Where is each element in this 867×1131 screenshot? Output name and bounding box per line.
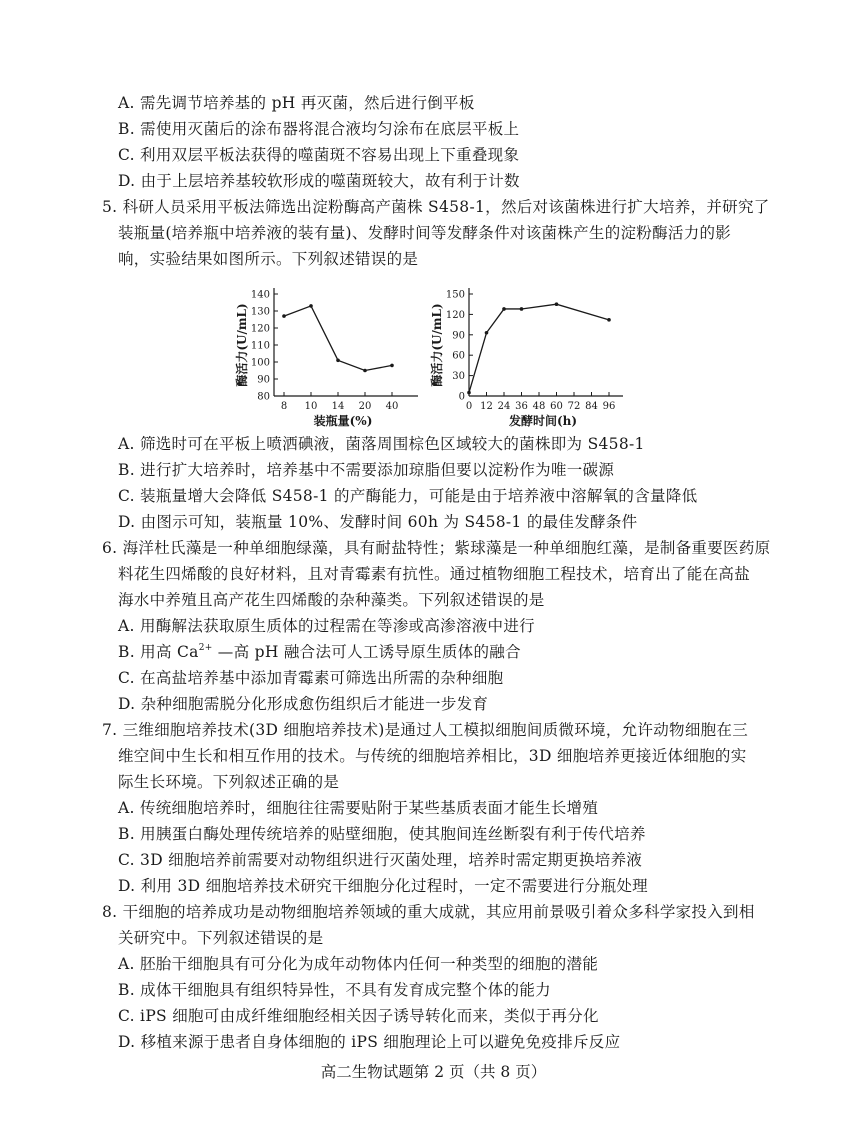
q8-stem-line: 关研究中。下列叙述错误的是 (118, 929, 324, 947)
q6-option-b (118, 642, 521, 662)
chart-fermentation-time (432, 280, 632, 430)
right-chart-y-tick-label: 120 (445, 309, 465, 321)
q5-option-a: A. 筛选时可在平板上喷洒碘液，菌落周围棕色区域较大的菌株即为 S458-1 (118, 435, 645, 453)
right-chart-x-tick-label: 12 (480, 401, 493, 412)
q8-option-d: D. 移植来源于患者自身体细胞的 iPS 细胞理论上可以避免免疫排斥反应 (118, 1033, 621, 1051)
left-chart-y-tick-label: 140 (250, 289, 270, 301)
right-chart-data-point (520, 307, 524, 311)
q7-option-c: C. 3D 细胞培养前需要对动物组织进行灭菌处理，培养时需定期更换培养液 (118, 851, 643, 869)
left-chart-y-tick-label: 100 (250, 357, 270, 369)
right-chart-y-tick-label: 0 (458, 391, 465, 403)
q6-stem-line: 料花生四烯酸的良好材料，且对青霉素有抗性。通过植物细胞工程技术，培育出了能在高盐 (118, 565, 751, 583)
left-chart-data-point (309, 304, 313, 308)
left-chart-x-tick-label: 14 (331, 401, 345, 412)
q6-option-b-superscript: 2+ (198, 643, 213, 653)
q7-stem-line: 维空间中生长和相互作用的技术。与传统的细胞培养相比，3D 细胞培养更接近体细胞的实 (118, 747, 747, 765)
left-chart-x-tick-label: 8 (280, 401, 288, 412)
q6-option-b-post: —高 pH 融合法可人工诱导原生质体的融合 (212, 643, 521, 661)
left-chart-y-tick-label: 130 (250, 306, 270, 318)
right-chart-y-axis-label: 酶活力(U/mL) (430, 303, 444, 387)
q5-option-c: C. 装瓶量增大会降低 S458-1 的产酶能力，可能是由于培养液中溶解氧的含量降低 (118, 487, 698, 505)
q8-option-a: A. 胚胎干细胞具有可分化为成年动物体内任何一种类型的细胞的潜能 (118, 955, 599, 973)
q5-option-b: B. 进行扩大培养时，培养基中不需要添加琼脂但要以淀粉作为唯一碳源 (118, 461, 615, 479)
right-chart-y-tick-label: 60 (452, 350, 465, 362)
q7-stem-line: 际生长环境。下列叙述正确的是 (118, 773, 340, 791)
right-chart-x-tick-label: 72 (567, 401, 581, 412)
q6-option-a: A. 用酶解法获取原生质体的过程需在等渗或高渗溶液中进行 (118, 617, 535, 635)
left-chart-y-tick-label: 110 (250, 340, 270, 352)
right-chart-x-axis-label: 发酵时间(h) (508, 414, 578, 428)
left-chart-x-tick-label: 10 (304, 401, 318, 412)
left-chart-data-point (282, 314, 286, 318)
left-chart-x-tick-label: 20 (358, 401, 372, 412)
right-chart-y-tick-label: 30 (452, 371, 465, 383)
q4-option-a: A. 需先调节培养基的 pH 再灭菌，然后进行倒平板 (118, 94, 475, 112)
left-chart-x-axis-label: 装瓶量(%) (313, 414, 373, 428)
right-chart-y-tick-label: 150 (445, 289, 465, 301)
chart-bottle-volume (228, 280, 428, 430)
left-chart-y-axis-label: 酶活力(U/mL) (235, 303, 249, 387)
left-chart-y-tick-label: 80 (257, 391, 270, 403)
q8-option-c: C. iPS 细胞可由成纤维细胞经相关因子诱导转化而来，类似于再分化 (118, 1007, 599, 1025)
q8-option-b: B. 成体干细胞具有组织特异性，不具有发育成完整个体的能力 (118, 981, 551, 999)
q4-option-d: D. 由于上层培养基较软形成的噬菌斑较大，故有利于计数 (118, 172, 520, 190)
q5-stem-line: 5. 科研人员采用平板法筛选出淀粉酶高产菌株 S458-1，然后对该菌株进行扩大培养，并研究了 (102, 198, 770, 216)
left-chart-data-point (390, 364, 394, 368)
q6-stem-line: 海水中养殖且高产花生四烯酸的杂种藻类。下列叙述错误的是 (118, 591, 545, 609)
q4-option-b: B. 需使用灭菌后的涂布器将混合液均匀涂布在底层平板上 (118, 120, 520, 138)
page-footer: 高二生物试题第 2 页（共 8 页） (320, 1063, 547, 1081)
right-chart-data-point (485, 331, 489, 335)
right-chart-x-tick-label: 36 (515, 401, 528, 412)
right-chart-data-point (467, 391, 471, 395)
q5-stem-line: 响，实验结果如图所示。下列叙述错误的是 (118, 250, 419, 268)
right-chart-x-tick-label: 24 (497, 401, 511, 412)
q6-option-b-pre: B. 用高 Ca (118, 643, 199, 661)
left-chart-data-point (336, 359, 340, 363)
q5-option-d: D. 由图示可知，装瓶量 10%、发酵时间 60h 为 S458-1 的最佳发酵条件 (118, 513, 638, 531)
right-chart-series-line (469, 304, 609, 392)
right-chart-x-tick-label: 96 (602, 401, 616, 412)
q7-option-b: B. 用胰蛋白酶处理传统培养的贴壁细胞，使其胞间连丝断裂有利于传代培养 (118, 825, 646, 843)
q8-stem-line: 8. 干细胞的培养成功是动物细胞培养领域的重大成就，其应用前景吸引着众多科学家投入到相 (102, 903, 755, 921)
right-chart-data-point (555, 302, 559, 306)
right-chart-data-point (502, 307, 506, 311)
right-chart-x-tick-label: 84 (585, 401, 598, 412)
q6-option-d: D. 杂种细胞需脱分化形成愈伤组织后才能进一步发育 (118, 695, 489, 713)
right-chart-x-tick-label: 0 (465, 401, 473, 412)
q7-option-d: D. 利用 3D 细胞培养技术研究干细胞分化过程时，一定不需要进行分瓶处理 (118, 877, 648, 895)
right-chart-data-point (607, 318, 611, 322)
right-chart-y-tick-label: 90 (452, 330, 465, 342)
q7-option-a: A. 传统细胞培养时，细胞往往需要贴附于某些基质表面才能生长增殖 (118, 799, 599, 817)
q6-stem-line: 6. 海洋杜氏藻是一种单细胞绿藻，具有耐盐特性；紫球藻是一种单细胞红藻，是制备重要医药原 (102, 539, 771, 557)
q7-stem-line: 7. 三维细胞培养技术(3D 细胞培养技术)是通过人工模拟细胞间质微环境，允许动物细胞在三 (102, 721, 749, 739)
left-chart-y-tick-label: 120 (250, 323, 270, 335)
right-chart-x-tick-label: 60 (550, 401, 563, 412)
left-chart-data-point (363, 369, 367, 373)
right-chart-x-tick-label: 48 (532, 401, 546, 412)
q4-option-c: C. 利用双层平板法获得的噬菌斑不容易出现上下重叠现象 (118, 146, 520, 164)
q6-option-c: C. 在高盐培养基中添加青霉素可筛选出所需的杂种细胞 (118, 669, 504, 687)
q5-stem-line: 装瓶量(培养瓶中培养液的装有量)、发酵时间等发酵条件对该菌株产生的淀粉酶活力的影 (118, 224, 732, 242)
left-chart-x-tick-label: 40 (385, 401, 399, 412)
left-chart-y-tick-label: 90 (257, 374, 270, 386)
